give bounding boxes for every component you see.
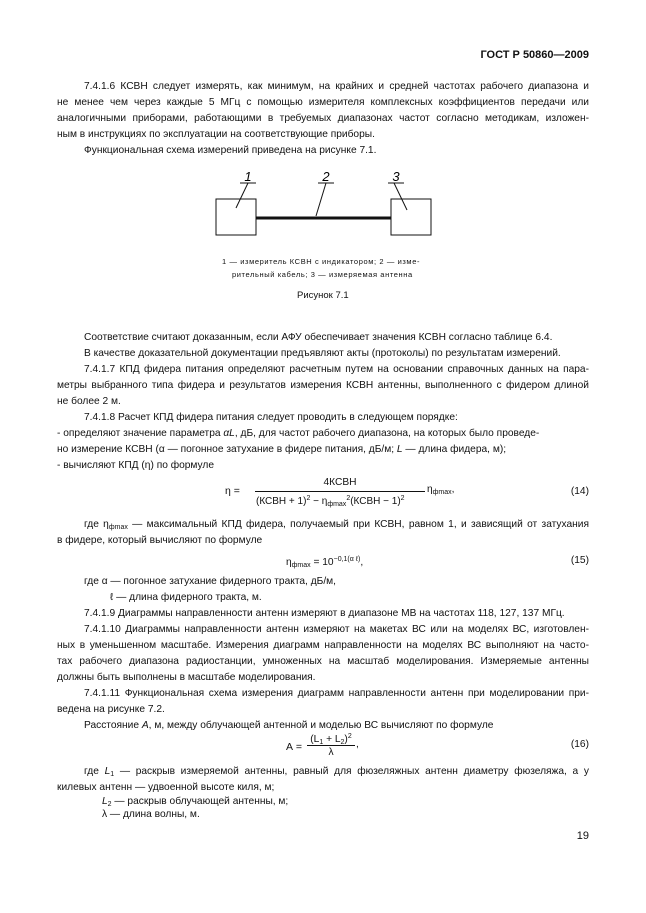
formula-denominator: λ [328, 747, 334, 758]
formula-lhs: А = [286, 741, 303, 753]
page-number: 19 [576, 830, 589, 842]
formula-tail: , [356, 739, 359, 750]
formula-denominator: (КСВН + $1)^2 - \eta_{фmax}^2(КСВН - 1)^2$ [256, 495, 405, 508]
paragraph-line: $L_2$ — раскрыв облучающей антенны, м; [102, 796, 289, 808]
fraction-bar [307, 745, 355, 746]
paragraph-line: в фидере, который вычисляют по формуле [57, 535, 263, 546]
paragraph-line: ных в уменьшенном масштабе. Измерения диаграмм направленности на моделях ВС выполняют на часто- [57, 640, 589, 651]
paragraph-line: Расстояние А, м, между облучающей антенной и моделью ВС вычисляют по формуле [84, 720, 494, 731]
paragraph-line: λ — длина волны, м. [102, 809, 200, 820]
figure-label-1: 1 [244, 169, 252, 184]
equation-number: (16) [570, 739, 589, 750]
paragraph-line: 7.4.1.8 Расчет КПД фидера питания следует проводить в следующем порядке: [84, 412, 458, 423]
paragraph-line: - вычисляют КПД (η) по формуле [57, 460, 215, 471]
paragraph-line: но измерение КСВН (α — погонное затухание в фидере питания, дБ/м; L — длина фидера, м); [57, 444, 507, 455]
fraction-bar [255, 491, 425, 492]
paragraph-line: где α — погонное затухание фидерного тракта, дБ/м, [84, 576, 337, 587]
document-header: ГОСТ Р 50860—2009 [480, 49, 589, 61]
paragraph-line: аналогичными приборами, работающими в требуемых диапазонах частот согласно методикам, изложен- [57, 113, 589, 124]
formula-numerator: 4КСВН [323, 477, 357, 488]
antenna-box [391, 199, 431, 235]
figure-caption-line: рительный кабель; 3 — измеряемая антенна [232, 270, 413, 279]
equation-number: (14) [570, 486, 589, 497]
figure-label-3: 3 [392, 169, 400, 184]
vswr-meter-box [216, 199, 256, 235]
figure-label-2: 2 [322, 169, 330, 184]
paragraph-line: 7.4.1.10 Диаграммы направленности антенн измеряют на макетах ВС или на моделях ВС, изготовлен- [84, 624, 589, 635]
figure-caption-line: 1 — измеритель КСВН с индикатором; 2 — изме- [222, 257, 421, 266]
paragraph-line: где $\eta_{фmax}$ — максимальный КПД фидера, получаемый при КСВН, равном 1, и зависящий от затухания [84, 519, 589, 531]
paragraph-line: тах рабочего диапазона радиостанции, умноженных на масштаб моделирования. Измеряемые антенны [57, 656, 589, 667]
paragraph-line: килевых антенн — удвоенной высоте киля, м; [57, 782, 275, 793]
paragraph-line: не более 2 м. [57, 396, 121, 407]
paragraph-line: 7.4.1.6 КСВН следует измерять, как минимум, на крайних и средней частотах рабочего диапазона и [84, 81, 589, 92]
paragraph-line: - определяют значение параметра αL, дБ, для частот рабочего диапазона, на которых было проведе- [57, 428, 540, 439]
paragraph-line: не менее чем через каждые 5 МГц с помощью измерителя комплексных коэффициентов передачи или [57, 97, 589, 108]
paragraph-line: ℓ — длина фидерного тракта, м. [110, 592, 262, 603]
paragraph-line: 7.4.1.11 Функциональная схема измерения диаграмм направленности антенн при моделировании при- [84, 688, 589, 699]
paragraph-line: В качестве доказательной документации предъявляют акты (протоколы) по результатам измерений. [84, 348, 561, 359]
paragraph-line: где $L_1$ — раскрыв измеряемой антенны, равный для фюзеляжных антенн диаметру фюзеляжа, а у [84, 766, 589, 778]
formula-factor: $\eta_{фmax}$, [427, 484, 455, 496]
paragraph-line: 7.4.1.7 КПД фидера питания определяют расчетным путем на основании справочных данных на пара- [84, 364, 589, 375]
paragraph-line: Соответствие считают доказанным, если АФУ обеспечивает значения КСВН согласно таблице 6.4. [84, 332, 553, 343]
paragraph-line: 7.4.1.9 Диаграммы направленности антенн измеряют в диапазоне МВ на частотах 118, 127, 137 МГц. [84, 608, 565, 619]
paragraph-line: метры выбранного типа фидера и результатов измерения КСВН антенны, выполненного с фидером длиной [57, 380, 589, 391]
paragraph-line: ведена на рисунке 7.2. [57, 704, 165, 715]
leader-line-2 [316, 183, 326, 216]
formula-numerator: $(L_1 + L_2)^2$ [310, 733, 352, 746]
measurement-diagram [200, 168, 440, 248]
formula-lhs: η = [225, 485, 240, 497]
formula-expression: $\eta_{фmax} = 10^{-0,1(\alpha \ell)}$, [286, 556, 364, 569]
paragraph-line: ным в инструкциях по эксплуатации на соответствующие приборы. [57, 129, 375, 140]
figure-title: Рисунок 7.1 [297, 290, 349, 301]
equation-number: (15) [570, 555, 589, 566]
paragraph-line: должны быть выполнены в масштабе моделирования. [57, 672, 316, 683]
paragraph-line: Функциональная схема измерений приведена на рисунке 7.1. [84, 145, 377, 156]
